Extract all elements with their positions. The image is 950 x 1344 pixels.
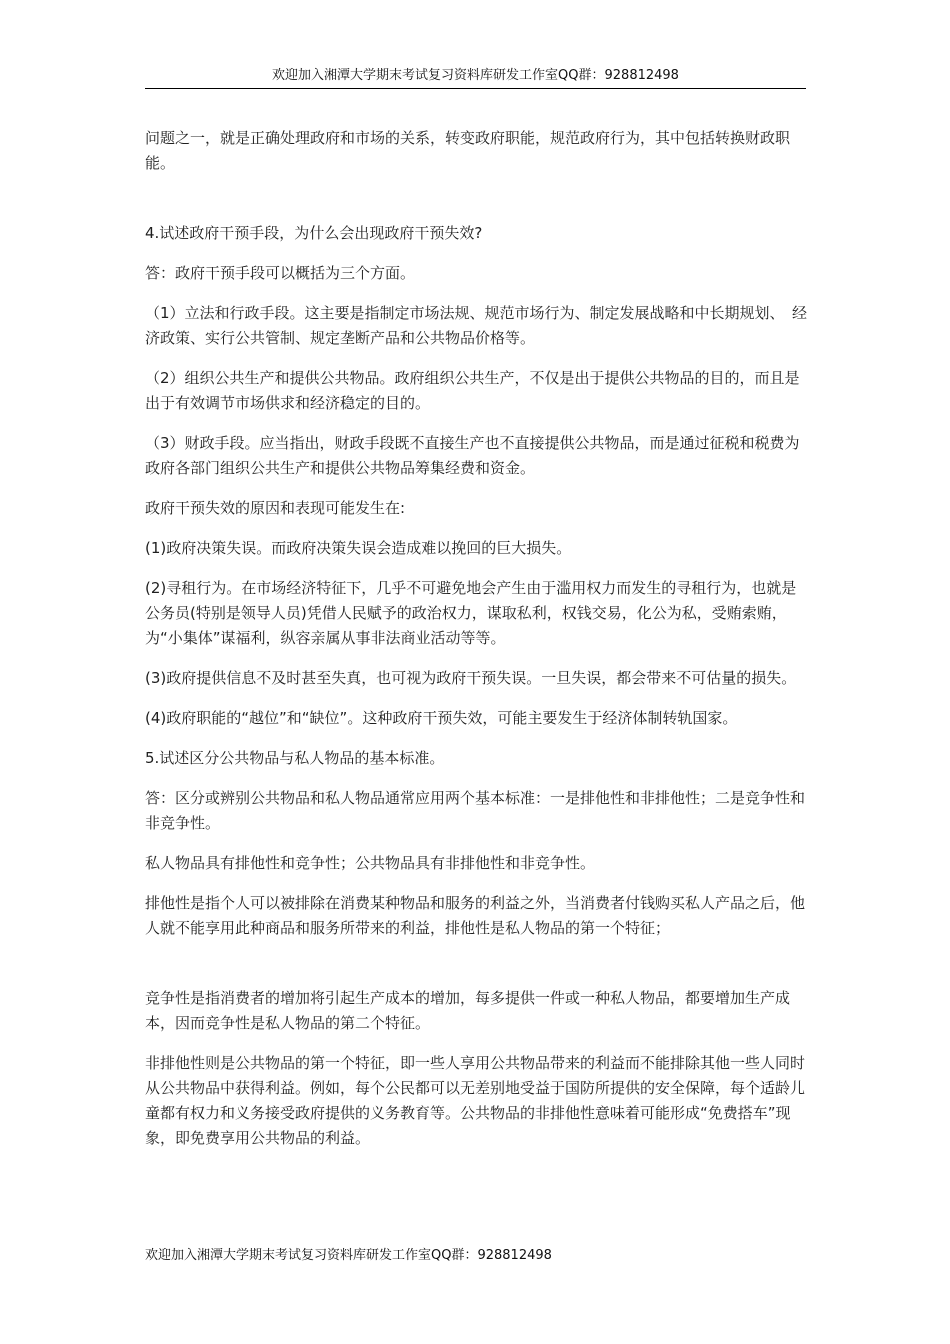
excludability-paragraph: 排他性是指个人可以被排除在消费某种物品和服务的利益之外，当消费者付钱购买私人产品之后，他人就不能享用此种商品和服务所带来的利益，排他性是私人物品的第一个特征； <box>145 894 806 937</box>
answer-5-intro: 答：区分或辨别公共物品和私人物品通常应用两个基本标准：一是排他性和非排他性；二是竞争性和非竞争性。 <box>145 789 806 832</box>
answer-4-intro: 答：政府干预手段可以概括为三个方面。 <box>145 264 416 282</box>
question-5-heading: 5.试述区分公共物品与私人物品的基本标准。 <box>145 749 445 767</box>
header-divider <box>145 88 806 89</box>
failure-cause-4: (4)政府职能的“越位”和“缺位”。这种政府干预失效，可能主要发生于经济体制转轨国家。 <box>145 709 738 727</box>
document-body <box>145 126 809 1151</box>
answer-4-item-3: （3）财政手段。应当指出，财政手段既不直接生产也不直接提供公共物品，而是通过征税和税费为政府各部门组织公共生产和提供公共物品筹集经费和资金。 <box>145 434 800 477</box>
question-4-heading: 4.试述政府干预手段，为什么会出现政府干预失效? <box>145 224 483 242</box>
paragraph-intro-continuation: 问题之一，就是正确处理政府和市场的关系，转变政府职能，规范政府行为，其中包括转换财政职能。 <box>145 129 791 172</box>
page-header: 欢迎加入湘潭大学期末考试复习资料库研发工作室QQ群：928812498 <box>272 68 679 83</box>
answer-4-item-1: （1）立法和行政手段。这主要是指制定市场法规、规范市场行为、制定发展战略和中长期规划、 经济政策、实行公共管制、规定垄断产品和公共物品价格等。 <box>145 304 808 347</box>
failure-causes-heading: 政府干预失效的原因和表现可能发生在: <box>145 499 406 517</box>
answer-4-item-2: （2）组织公共生产和提供公共物品。政府组织公共生产，不仅是出于提供公共物品的目的，而且是出于有效调节市场供求和经济稳定的目的。 <box>145 369 800 412</box>
failure-cause-3: (3)政府提供信息不及时甚至失真，也可视为政府干预失误。一旦失误，都会带来不可估量的损失。 <box>145 669 797 687</box>
failure-cause-1: (1)政府决策失误。而政府决策失误会造成难以挽回的巨大损失。 <box>145 539 572 557</box>
page-footer: 欢迎加入湘潭大学期末考试复习资料库研发工作室QQ群：928812498 <box>145 1248 552 1263</box>
rivalry-paragraph: 竞争性是指消费者的增加将引起生产成本的增加，每多提供一件或一种私人物品，都要增加生产成本，因而竞争性是私人物品的第二个特征。 <box>145 989 791 1032</box>
failure-cause-2: (2)寻租行为。在市场经济特征下，几乎不可避免地会产生由于滥用权力而发生的寻租行为，也就是公务员(特别是领导人员)凭借人民赋予的政治权力，谋取私利，权钱交易，化公为私，受贿索贿，为“小集体”谋福利，纵容亲属从事非法商业活动等等。 <box>145 579 797 647</box>
answer-5-summary: 私人物品具有排他性和竞争性；公共物品具有非排他性和非竞争性。 <box>145 854 596 872</box>
non-excludability-paragraph: 非排他性则是公共物品的第一个特征，即一些人享用公共物品带来的利益而不能排除其他一些人同时从公共物品中获得利益。例如，每个公民都可以无差别地受益于国防所提供的安全保障，每个适龄儿童都有权力和义务接受政府提供的义务教育等。公共物品的非排他性意味着可能形成“免费搭车”现象，即免费享用公共物品的利益。 <box>145 1054 806 1147</box>
